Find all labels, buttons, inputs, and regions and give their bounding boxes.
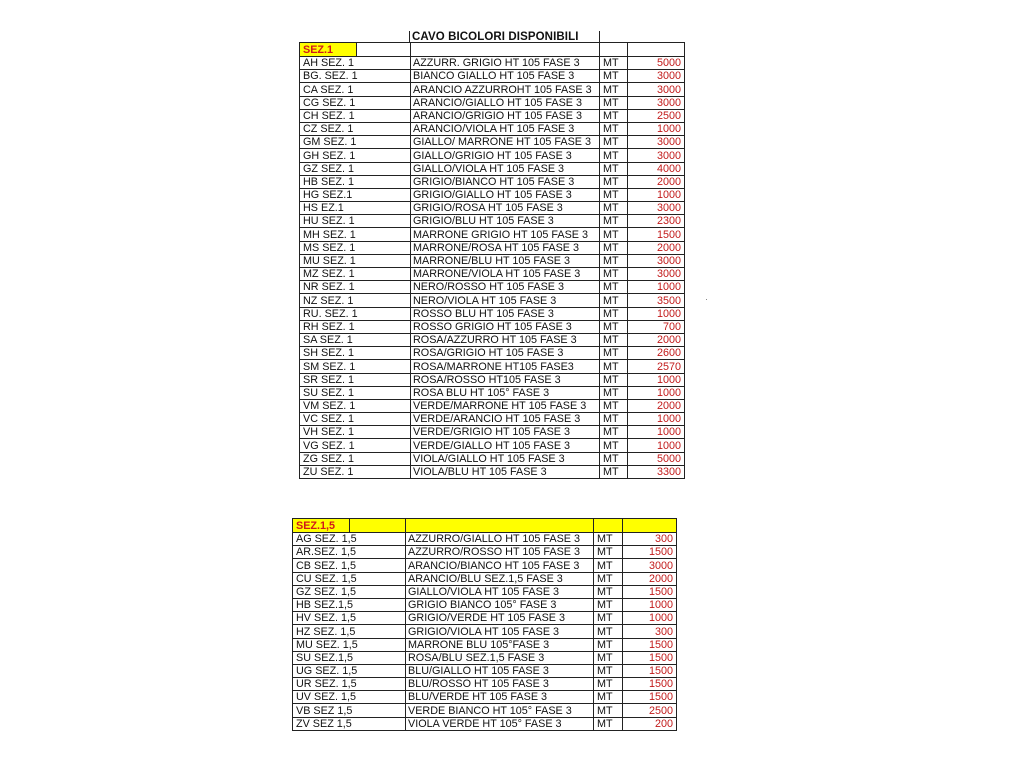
code-cell: VG SEZ. 1 bbox=[300, 439, 411, 452]
table-row bbox=[293, 612, 677, 625]
unit-cell: MT bbox=[600, 439, 628, 452]
document-title: CAVO BICOLORI DISPONIBILI bbox=[412, 31, 579, 43]
code-cell: HG SEZ.1 bbox=[300, 188, 411, 201]
description-cell: MARRONE/VIOLA HT 105 FASE 3 bbox=[411, 268, 600, 281]
table-row bbox=[300, 109, 685, 122]
table-row bbox=[293, 691, 677, 704]
table-row bbox=[300, 57, 685, 70]
code-cell: MU SEZ. 1,5 bbox=[293, 638, 406, 651]
description-cell: VIOLA VERDE HT 105° FASE 3 bbox=[406, 717, 594, 730]
table-row bbox=[300, 320, 685, 333]
unit-cell: MT bbox=[594, 704, 623, 717]
code-cell: UG SEZ. 1,5 bbox=[293, 664, 406, 677]
description-cell: GRIGIO/ROSA HT 105 FASE 3 bbox=[411, 202, 600, 215]
unit-cell: MT bbox=[594, 533, 623, 546]
table-row bbox=[300, 413, 685, 426]
code-cell: BG. SEZ. 1 bbox=[300, 70, 411, 83]
unit-cell: MT bbox=[600, 452, 628, 465]
unit-cell: MT bbox=[594, 664, 623, 677]
code-cell: SM SEZ. 1 bbox=[300, 360, 411, 373]
unit-cell: MT bbox=[600, 320, 628, 333]
unit-cell: MT bbox=[600, 360, 628, 373]
quantity-cell: 1500 bbox=[623, 691, 677, 704]
unit-cell: MT bbox=[600, 307, 628, 320]
code-cell: RU. SEZ. 1 bbox=[300, 307, 411, 320]
code-cell: HU SEZ. 1 bbox=[300, 215, 411, 228]
description-cell: MARRONE/ROSA HT 105 FASE 3 bbox=[411, 241, 600, 254]
table-row bbox=[293, 651, 677, 664]
code-cell: HB SEZ. 1 bbox=[300, 175, 411, 188]
table-row bbox=[293, 598, 677, 611]
table-row bbox=[300, 294, 685, 307]
code-cell: VH SEZ. 1 bbox=[300, 426, 411, 439]
code-cell: AH SEZ. 1 bbox=[300, 57, 411, 70]
table-row bbox=[293, 625, 677, 638]
description-cell: AZZURR. GRIGIO HT 105 FASE 3 bbox=[411, 57, 600, 70]
unit-cell: MT bbox=[600, 386, 628, 399]
unit-cell: MT bbox=[600, 109, 628, 122]
unit-cell: MT bbox=[594, 625, 623, 638]
unit-cell: MT bbox=[600, 373, 628, 386]
section-1-label: SEZ.1 bbox=[300, 43, 357, 57]
quantity-cell: 2500 bbox=[628, 109, 685, 122]
quantity-cell: 3000 bbox=[628, 149, 685, 162]
quantity-cell: 3000 bbox=[628, 202, 685, 215]
quantity-cell: 300 bbox=[623, 533, 677, 546]
unit-cell: MT bbox=[600, 122, 628, 135]
code-cell: SU SEZ. 1 bbox=[300, 386, 411, 399]
code-cell: HB SEZ.1,5 bbox=[293, 598, 406, 611]
description-cell: VERDE/ARANCIO HT 105 FASE 3 bbox=[411, 413, 600, 426]
code-cell: AR.SEZ. 1,5 bbox=[293, 546, 406, 559]
unit-cell: MT bbox=[594, 585, 623, 598]
unit-cell: MT bbox=[594, 598, 623, 611]
description-cell: MARRONE/BLU HT 105 FASE 3 bbox=[411, 254, 600, 267]
unit-cell: MT bbox=[594, 691, 623, 704]
section-15-body bbox=[293, 519, 677, 731]
quantity-cell: 1500 bbox=[623, 664, 677, 677]
table-row bbox=[300, 136, 685, 149]
quantity-cell: 1000 bbox=[628, 386, 685, 399]
description-cell: AZZURRO/ROSSO HT 105 FASE 3 bbox=[406, 546, 594, 559]
code-cell: SR SEZ. 1 bbox=[300, 373, 411, 386]
table-row bbox=[300, 70, 685, 83]
quantity-cell: 1000 bbox=[628, 122, 685, 135]
description-cell: MARRONE BLU 105°FASE 3 bbox=[406, 638, 594, 651]
table-row bbox=[300, 241, 685, 254]
table-row bbox=[300, 373, 685, 386]
description-cell: GRIGIO/BLU HT 105 FASE 3 bbox=[411, 215, 600, 228]
unit-cell: MT bbox=[600, 426, 628, 439]
unit-cell: MT bbox=[600, 294, 628, 307]
quantity-cell: 1500 bbox=[628, 228, 685, 241]
quantity-cell: 5000 bbox=[628, 57, 685, 70]
description-cell: VERDE BIANCO HT 105° FASE 3 bbox=[406, 704, 594, 717]
code-cell: SA SEZ. 1 bbox=[300, 333, 411, 346]
unit-cell: MT bbox=[600, 228, 628, 241]
table-row bbox=[300, 386, 685, 399]
header-cell bbox=[600, 43, 628, 57]
quantity-cell: 3000 bbox=[628, 96, 685, 109]
unit-cell: MT bbox=[600, 465, 628, 478]
description-cell: ROSSO GRIGIO HT 105 FASE 3 bbox=[411, 320, 600, 333]
unit-cell: MT bbox=[600, 162, 628, 175]
quantity-cell: 1000 bbox=[623, 612, 677, 625]
quantity-cell: 4000 bbox=[628, 162, 685, 175]
quantity-cell: 3000 bbox=[623, 559, 677, 572]
description-cell: GIALLO/VIOLA HT 105 FASE 3 bbox=[411, 162, 600, 175]
description-cell: GRIGIO/VERDE HT 105 FASE 3 bbox=[406, 612, 594, 625]
unit-cell: MT bbox=[600, 188, 628, 201]
code-cell: MZ SEZ. 1 bbox=[300, 268, 411, 281]
code-cell: NZ SEZ. 1 bbox=[300, 294, 411, 307]
quantity-cell: 1000 bbox=[628, 188, 685, 201]
table-row bbox=[300, 333, 685, 346]
section-15-header-row bbox=[293, 519, 677, 533]
table-row bbox=[300, 149, 685, 162]
table-row bbox=[300, 122, 685, 135]
unit-cell: MT bbox=[600, 241, 628, 254]
description-cell: BLU/GIALLO HT 105 FASE 3 bbox=[406, 664, 594, 677]
description-cell: ARANCIO/BIANCO HT 105 FASE 3 bbox=[406, 559, 594, 572]
unit-cell: MT bbox=[594, 612, 623, 625]
table-row bbox=[300, 465, 685, 478]
quantity-cell: 1500 bbox=[623, 546, 677, 559]
table-row bbox=[293, 704, 677, 717]
quantity-cell: 1500 bbox=[623, 585, 677, 598]
table-row bbox=[300, 188, 685, 201]
quantity-cell: 3500 bbox=[628, 294, 685, 307]
code-cell: CB SEZ. 1,5 bbox=[293, 559, 406, 572]
code-cell: AG SEZ. 1,5 bbox=[293, 533, 406, 546]
code-cell: SU SEZ.1,5 bbox=[293, 651, 406, 664]
table-row bbox=[293, 572, 677, 585]
code-cell: VM SEZ. 1 bbox=[300, 399, 411, 412]
quantity-cell: 3000 bbox=[628, 268, 685, 281]
description-cell: MARRONE GRIGIO HT 105 FASE 3 bbox=[411, 228, 600, 241]
description-cell: NERO/ROSSO HT 105 FASE 3 bbox=[411, 281, 600, 294]
code-cell: GM SEZ. 1 bbox=[300, 136, 411, 149]
unit-cell: MT bbox=[600, 413, 628, 426]
quantity-cell: 1500 bbox=[623, 638, 677, 651]
unit-cell: MT bbox=[600, 268, 628, 281]
header-cell bbox=[406, 519, 594, 533]
description-cell: GRIGIO/GIALLO HT 105 FASE 3 bbox=[411, 188, 600, 201]
table-row bbox=[300, 228, 685, 241]
unit-cell: MT bbox=[600, 83, 628, 96]
quantity-cell: 2000 bbox=[628, 241, 685, 254]
quantity-cell: 700 bbox=[628, 320, 685, 333]
quantity-cell: 1000 bbox=[628, 413, 685, 426]
header-cell bbox=[594, 519, 623, 533]
unit-cell: MT bbox=[594, 717, 623, 730]
code-cell: HS EZ.1 bbox=[300, 202, 411, 215]
quantity-cell: 300 bbox=[623, 625, 677, 638]
unit-cell: MT bbox=[600, 202, 628, 215]
unit-cell: MT bbox=[600, 149, 628, 162]
quantity-cell: 2000 bbox=[628, 175, 685, 188]
description-cell: GRIGIO BIANCO 105° FASE 3 bbox=[406, 598, 594, 611]
description-cell: ARANCIO/BLU SEZ.1,5 FASE 3 bbox=[406, 572, 594, 585]
code-cell: MU SEZ. 1 bbox=[300, 254, 411, 267]
description-cell: ROSA/ROSSO HT105 FASE 3 bbox=[411, 373, 600, 386]
section-1-header-row bbox=[300, 43, 685, 57]
unit-cell: MT bbox=[600, 175, 628, 188]
unit-cell: MT bbox=[600, 347, 628, 360]
description-cell: GIALLO/VIOLA HT 105 FASE 3 bbox=[406, 585, 594, 598]
description-cell: ARANCIO AZZURROHT 105 FASE 3 bbox=[411, 83, 600, 96]
description-cell: ARANCIO/GRIGIO HT 105 FASE 3 bbox=[411, 109, 600, 122]
unit-cell: MT bbox=[600, 254, 628, 267]
table-row bbox=[300, 399, 685, 412]
code-cell: CH SEZ. 1 bbox=[300, 109, 411, 122]
quantity-cell: 3000 bbox=[628, 83, 685, 96]
header-cell bbox=[411, 43, 600, 57]
code-cell: GZ SEZ. 1,5 bbox=[293, 585, 406, 598]
description-cell: ROSA BLU HT 105° FASE 3 bbox=[411, 386, 600, 399]
quantity-cell: 2500 bbox=[623, 704, 677, 717]
description-cell: GRIGIO/VIOLA HT 105 FASE 3 bbox=[406, 625, 594, 638]
table-row bbox=[300, 96, 685, 109]
table-row bbox=[300, 162, 685, 175]
table-row bbox=[293, 559, 677, 572]
table-row bbox=[293, 546, 677, 559]
code-cell: VC SEZ. 1 bbox=[300, 413, 411, 426]
description-cell: VIOLA/BLU HT 105 FASE 3 bbox=[411, 465, 600, 478]
code-cell: NR SEZ. 1 bbox=[300, 281, 411, 294]
header-cell bbox=[628, 43, 685, 57]
section-1-table bbox=[299, 42, 685, 479]
unit-cell: MT bbox=[600, 136, 628, 149]
table-row bbox=[300, 281, 685, 294]
code-cell: CZ SEZ. 1 bbox=[300, 122, 411, 135]
table-row bbox=[293, 664, 677, 677]
table-row bbox=[293, 585, 677, 598]
description-cell: VERDE/GRIGIO HT 105 FASE 3 bbox=[411, 426, 600, 439]
table-row bbox=[300, 254, 685, 267]
description-cell: NERO/VIOLA HT 105 FASE 3 bbox=[411, 294, 600, 307]
description-cell: ROSA/BLU SEZ.1,5 FASE 3 bbox=[406, 651, 594, 664]
unit-cell: MT bbox=[594, 651, 623, 664]
table-row bbox=[300, 347, 685, 360]
quantity-cell: 2600 bbox=[628, 347, 685, 360]
unit-cell: MT bbox=[600, 70, 628, 83]
code-cell: UR SEZ. 1,5 bbox=[293, 678, 406, 691]
code-cell: HZ SEZ. 1,5 bbox=[293, 625, 406, 638]
description-cell: VERDE/GIALLO HT 105 FASE 3 bbox=[411, 439, 600, 452]
table-row bbox=[293, 678, 677, 691]
quantity-cell: 1500 bbox=[623, 651, 677, 664]
section-1-body bbox=[300, 43, 685, 479]
code-cell: MH SEZ. 1 bbox=[300, 228, 411, 241]
code-cell: RH SEZ. 1 bbox=[300, 320, 411, 333]
quantity-cell: 1000 bbox=[628, 373, 685, 386]
quantity-cell: 2570 bbox=[628, 360, 685, 373]
table-row bbox=[293, 533, 677, 546]
table-row bbox=[300, 268, 685, 281]
description-cell: BLU/ROSSO HT 105 FASE 3 bbox=[406, 678, 594, 691]
description-cell: ROSA/MARRONE HT105 FASE3 bbox=[411, 360, 600, 373]
description-cell: BLU/VERDE HT 105 FASE 3 bbox=[406, 691, 594, 704]
code-cell: SH SEZ. 1 bbox=[300, 347, 411, 360]
table-row bbox=[300, 360, 685, 373]
quantity-cell: 2300 bbox=[628, 215, 685, 228]
quantity-cell: 1000 bbox=[623, 598, 677, 611]
quantity-cell: 1000 bbox=[628, 426, 685, 439]
unit-cell: MT bbox=[594, 678, 623, 691]
unit-cell: MT bbox=[600, 57, 628, 70]
code-cell: GH SEZ. 1 bbox=[300, 149, 411, 162]
quantity-cell: 3000 bbox=[628, 136, 685, 149]
description-cell: AZZURRO/GIALLO HT 105 FASE 3 bbox=[406, 533, 594, 546]
description-cell: ARANCIO/GIALLO HT 105 FASE 3 bbox=[411, 96, 600, 109]
header-cell bbox=[623, 519, 677, 533]
section-15-label: SEZ.1,5 bbox=[293, 519, 350, 533]
unit-cell: MT bbox=[600, 215, 628, 228]
quantity-cell: 3000 bbox=[628, 254, 685, 267]
unit-cell: MT bbox=[600, 96, 628, 109]
header-cell bbox=[350, 519, 406, 533]
code-cell: ZU SEZ. 1 bbox=[300, 465, 411, 478]
quantity-cell: 2000 bbox=[628, 399, 685, 412]
description-cell: BIANCO GIALLO HT 105 FASE 3 bbox=[411, 70, 600, 83]
code-cell: ZG SEZ. 1 bbox=[300, 452, 411, 465]
unit-cell: MT bbox=[594, 638, 623, 651]
description-cell: ROSA/GRIGIO HT 105 FASE 3 bbox=[411, 347, 600, 360]
description-cell: ARANCIO/VIOLA HT 105 FASE 3 bbox=[411, 122, 600, 135]
table-row bbox=[293, 717, 677, 730]
quantity-cell: 1500 bbox=[623, 678, 677, 691]
code-cell: MS SEZ. 1 bbox=[300, 241, 411, 254]
description-cell: GIALLO/GRIGIO HT 105 FASE 3 bbox=[411, 149, 600, 162]
quantity-cell: 5000 bbox=[628, 452, 685, 465]
code-cell: CA SEZ. 1 bbox=[300, 83, 411, 96]
description-cell: ROSSO BLU HT 105 FASE 3 bbox=[411, 307, 600, 320]
code-cell: UV SEZ. 1,5 bbox=[293, 691, 406, 704]
code-cell: ZV SEZ 1,5 bbox=[293, 717, 406, 730]
description-cell: GRIGIO/BIANCO HT 105 FASE 3 bbox=[411, 175, 600, 188]
unit-cell: MT bbox=[594, 546, 623, 559]
quantity-cell: 1000 bbox=[628, 307, 685, 320]
description-cell: GIALLO/ MARRONE HT 105 FASE 3 bbox=[411, 136, 600, 149]
code-cell: GZ SEZ. 1 bbox=[300, 162, 411, 175]
code-cell: CG SEZ. 1 bbox=[300, 96, 411, 109]
header-cell bbox=[357, 43, 411, 57]
section-15-table bbox=[292, 518, 677, 731]
unit-cell: MT bbox=[600, 399, 628, 412]
quantity-cell: 1000 bbox=[628, 439, 685, 452]
unit-cell: MT bbox=[594, 572, 623, 585]
table-row bbox=[300, 307, 685, 320]
quantity-cell: 3000 bbox=[628, 70, 685, 83]
unit-cell: MT bbox=[600, 281, 628, 294]
unit-cell: MT bbox=[594, 559, 623, 572]
quantity-cell: 2000 bbox=[623, 572, 677, 585]
description-cell: VERDE/MARRONE HT 105 FASE 3 bbox=[411, 399, 600, 412]
table-row bbox=[293, 638, 677, 651]
table-row bbox=[300, 439, 685, 452]
unit-cell: MT bbox=[600, 333, 628, 346]
quantity-cell: 2000 bbox=[628, 333, 685, 346]
table-row bbox=[300, 452, 685, 465]
description-cell: ROSA/AZZURRO HT 105 FASE 3 bbox=[411, 333, 600, 346]
table-row bbox=[300, 175, 685, 188]
quantity-cell: 3300 bbox=[628, 465, 685, 478]
description-cell: VIOLA/GIALLO HT 105 FASE 3 bbox=[411, 452, 600, 465]
quantity-cell: 200 bbox=[623, 717, 677, 730]
table-row bbox=[300, 202, 685, 215]
code-cell: CU SEZ. 1,5 bbox=[293, 572, 406, 585]
code-cell: HV SEZ. 1,5 bbox=[293, 612, 406, 625]
quantity-cell: 1000 bbox=[628, 281, 685, 294]
scan-speck bbox=[706, 299, 707, 300]
code-cell: VB SEZ 1,5 bbox=[293, 704, 406, 717]
table-row bbox=[300, 426, 685, 439]
table-row bbox=[300, 83, 685, 96]
table-row bbox=[300, 215, 685, 228]
